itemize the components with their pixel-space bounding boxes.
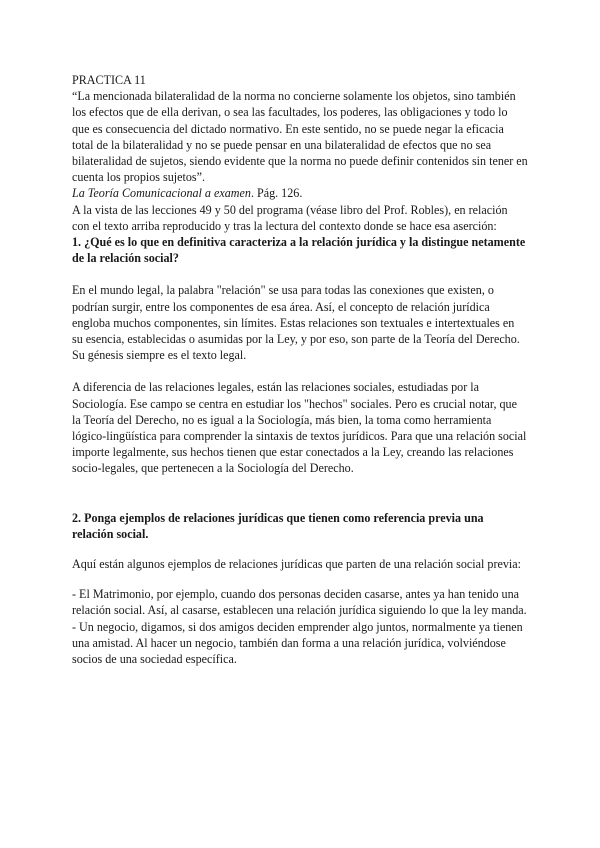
- answer-1-paragraph: A diferencia de las relaciones legales, están las relaciones sociales, estudiadas por la Sociología. Ese campo se centra en estudiar los "hechos" sociales. Pero es crucial notar, que la Teoría del Derecho, no es igual a la Sociología, más bien, la toma como herramienta lógico-lingüística para comprender la sintaxis de textos jurídicos. Para que una relación social importe legalmente, sus hechos tienen que estar conectados a la Ley, creando las relaciones socio-legales, que pertenecen a la Sociología del Derecho.: [72, 380, 527, 476]
- citation-source: [72, 185, 528, 201]
- answer-1-paragraph: En el mundo legal, la palabra "relación" se usa para todas las conexiones que existen, o podrían surgir, entre los componentes de esa área. Así, el concepto de relación jurídica engloba muchos componentes, sin límites. Estas relaciones son textuales e intertextuales en su esencia, establecidas o asumidas por la Ley, y por eso, son parte de la Teoría del Derecho. Su génesis siempre es el texto legal.: [72, 283, 520, 363]
- citation-book-title: La Teoría Comunicacional a examen: [72, 186, 251, 201]
- question-1: 1. ¿Qué es lo que en definitiva caracteriza a la relación jurídica y la distingue netamente de la relación social?: [72, 235, 526, 266]
- example-item: - Un negocio, digamos, si dos amigos deciden emprender algo juntos, normalmente ya tienen una amistad. Al hacer un negocio, también dan forma a una relación jurídica, volviéndose socios de una sociedad específica.: [72, 619, 523, 667]
- question-2: 2. Ponga ejemplos de relaciones jurídicas que tienen como referencia previa una relación social.: [72, 510, 484, 541]
- document-heading: PRACTICA 11: [72, 73, 146, 87]
- quoted-passage: “La mencionada bilateralidad de la norma no concierne solamente los objetos, sino también los efectos que de ella derivan, o sea las facultades, los poderes, las obligaciones y todo lo que es consecuencia del dictado normativo. En este sentido, no se puede negar la eficacia total de la bilateralidad y no se puede pensar en una bilateralidad de efectos que no sea bilateralidad de sujetos, siendo evidente que la norma no puede definir contenidos sin tener en cuenta los propios sujetos”.: [72, 89, 528, 185]
- document-body: [72, 72, 528, 667]
- assignment-intro: A la vista de las lecciones 49 y 50 del programa (véase libro del Prof. Robles), en relación con el texto arriba reproducido y tras la lectura del contexto donde se hace esa aserción:: [72, 202, 508, 233]
- example-item: - El Matrimonio, por ejemplo, cuando dos personas deciden casarse, antes ya han tenido una relación social. Así, al casarse, establecen una relación jurídica siguiendo lo que la ley manda.: [72, 587, 527, 618]
- answer-2-intro: Aquí están algunos ejemplos de relaciones jurídicas que parten de una relación social previa:: [72, 557, 521, 572]
- citation-page: . Pág. 126.: [250, 186, 303, 201]
